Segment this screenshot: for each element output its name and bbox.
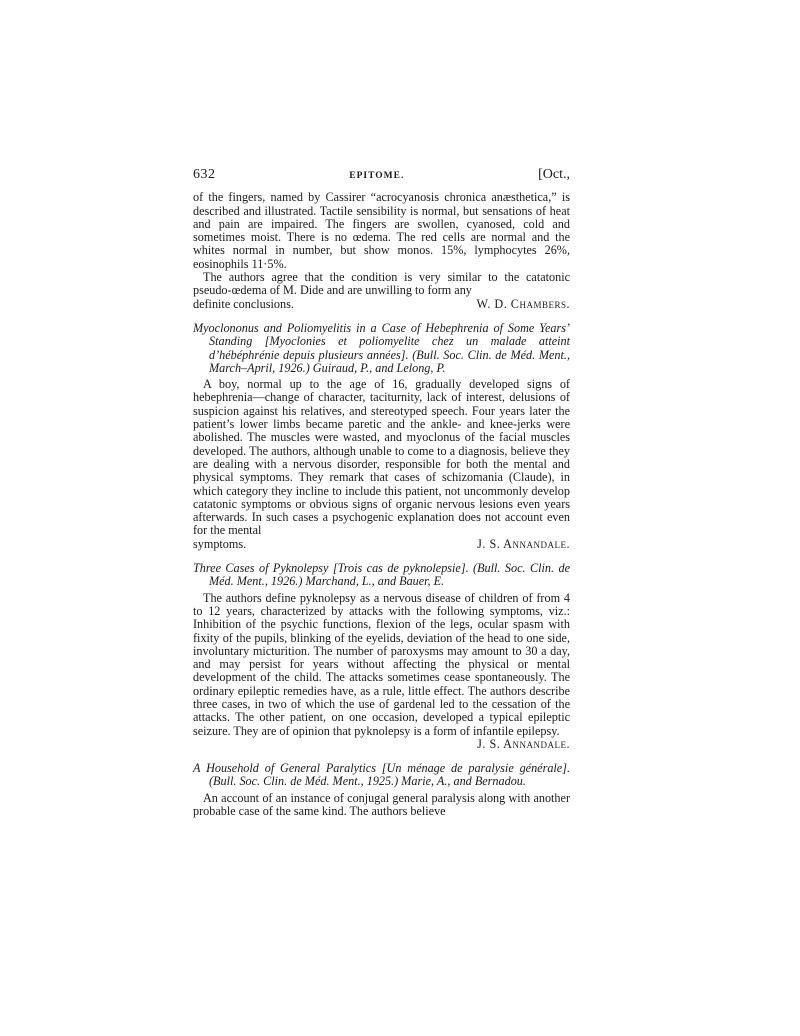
article-body-end: symptoms.: [193, 536, 247, 551]
article-pyknolepsy: [193, 562, 570, 751]
intro-paragraph-1: of the fingers, named by Cassirer “acrocyanosis chronica anæsthetica,” is described and illustrated. Tactile sensibility is normal, but sensations of heat and pain are impaired. The fingers are swollen, cyanosed, cold and sometimes moist. There is no œdema. The red cells are normal and the whites normal in number, but show monos. 15%, lymphocytes 26%, eosinophils 11·5%.: [193, 190, 570, 271]
article-myoclonus: [193, 322, 570, 551]
journal-page: [193, 168, 570, 818]
intro-signature-line: [193, 298, 570, 311]
article-signature-line: [193, 538, 570, 551]
article-title: Three Cases of Pyknolepsy [Trois cas de pyknolepsie]. (Bull. Soc. Clin. de Méd. Ment., 1926.) Marchand, L., and Bauer, E.: [193, 561, 570, 589]
running-title: EPITOME.: [349, 171, 405, 181]
intro-continuation: [193, 191, 570, 311]
intro-paragraph-2-end: definite conclusions.: [193, 296, 294, 311]
intro-paragraph-2: The authors agree that the condition is very similar to the catatonic pseudo-œdema of M. Dide and are unwilling to form any: [193, 270, 570, 298]
issue-date: [Oct.,: [538, 167, 570, 182]
article-title: A Household of General Paralytics [Un ménage de paralysie générale]. (Bull. Soc. Clin. de Méd. Ment., 1925.) Marie, A., and Bernadou.: [193, 761, 570, 789]
article-body: An account of an instance of conjugal general paralysis along with another probable case of the same kind. The authors believe: [193, 790, 570, 819]
article-general-paralytics: [193, 762, 570, 818]
author-signature: W. D. Chambers.: [476, 296, 570, 311]
running-header: [193, 168, 570, 183]
article-body: A boy, normal up to the age of 16, gradually developed signs of hebephrenia—change of character, taciturnity, lack of interest, delusions of suspicion against his relatives, and stereotyped speech. Four years later the patient’s lower limbs became paretic and the ankle- and knee-jerks were abolished. The muscles were wasted, and myoclonus of the facial muscles developed. The authors, although unable to come to a diagnosis, believe they are dealing with a nervous disorder, responsible for both the mental and physical symptoms. They remark that cases of schizomania (Claude), in which category they incline to include this patient, not uncommonly develop catatonic symptoms or obvious signs of organic nervous lesions even years afterwards. In such cases a psychogenic explanation does not account even for the mental: [193, 377, 570, 538]
article-body: The authors define pyknolepsy as a nervous disease of children of from 4 to 12 years, characterized by attacks with the following symptoms, viz.: Inhibition of the psychic functions, flexion of the legs, ocular spasm with fixity of the pupils, blinking of the eyelids, deviation of the head to one side, involuntary micturition. The number of paroxysms may amount to 30 a day, and may persist for years without affecting the physical or mental development of the child. The attacks sometimes cease spontaneously. The ordinary epileptic remedies have, as a rule, little effect. The authors describe three cases, in two of which the use of gardenal led to the cessation of the attacks. The other patient, on one occasion, developed a typical epileptic seizure. They are of opinion that pyknolepsy is a form of infantile epilepsy.: [193, 590, 570, 738]
author-signature: J. S. Annandale.: [477, 536, 570, 551]
author-signature: J. S. Annandale.: [477, 736, 570, 751]
page-number: 632: [193, 167, 216, 182]
article-title: Myoclononus and Poliomyelitis in a Case of Hebephrenia of Some Years’ Standing [Myoclonies et poliomyelite chez un malade atteint d’hébéphrénie depuis plusieurs années]. (Bull. Soc. Clin. de Méd. Ment., March–April, 1926.) Guiraud, P., and Lelong, P.: [193, 320, 570, 375]
